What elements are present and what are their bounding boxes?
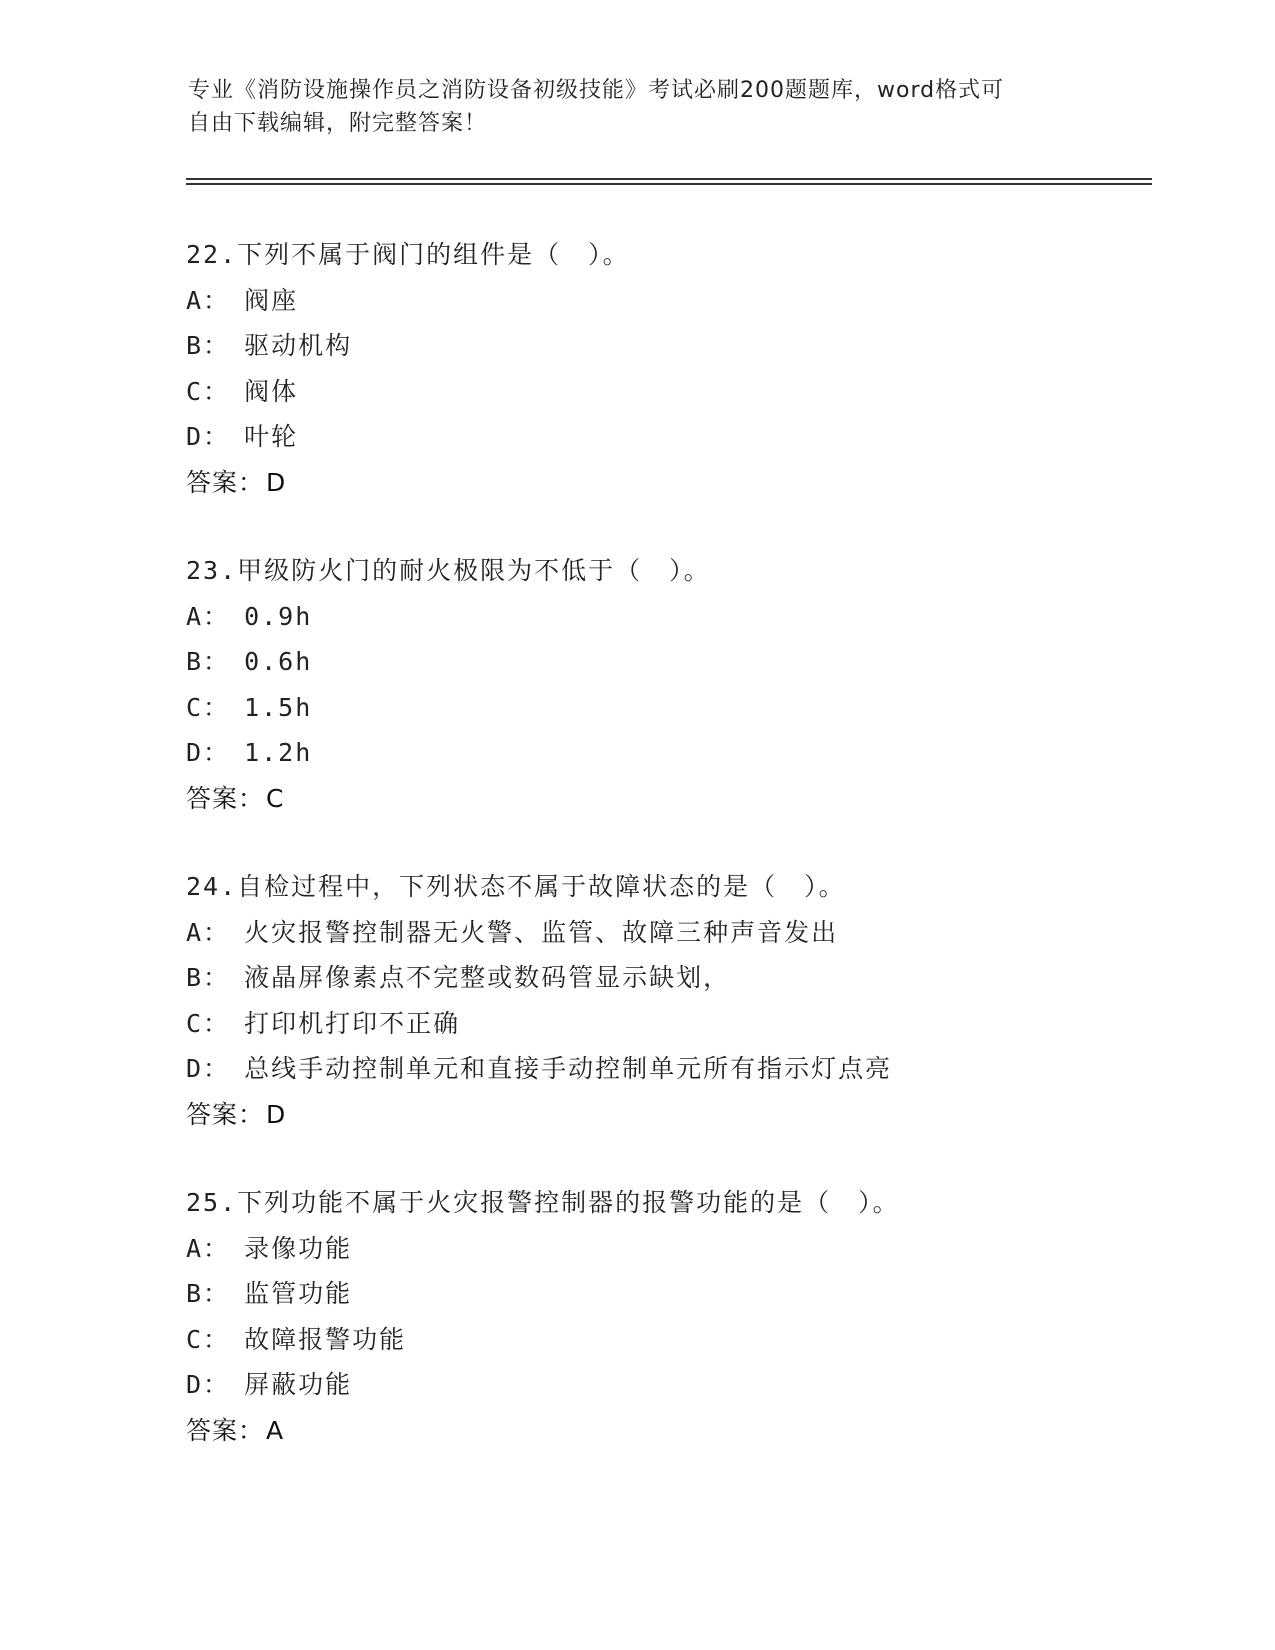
- option-key: D：: [186, 422, 231, 451]
- option-text: 录像功能: [244, 1233, 353, 1263]
- header-divider-top: [186, 178, 1152, 180]
- answer-line: [186, 776, 1166, 822]
- option-key: B：: [186, 331, 231, 360]
- option-c: [186, 1317, 1166, 1363]
- answer-value: A: [266, 1415, 285, 1445]
- option-text: 故障报警功能: [244, 1324, 407, 1354]
- question-25: [186, 1180, 1166, 1453]
- option-a: [186, 278, 1166, 324]
- question-24: [186, 864, 1166, 1137]
- document-header: [188, 74, 1088, 140]
- question-22: [186, 232, 1166, 505]
- option-a: [186, 1226, 1166, 1272]
- option-text: 火灾报警控制器无火警、监管、故障三种声音发出: [244, 917, 839, 947]
- option-text: 监管功能: [244, 1279, 353, 1308]
- question-stem: 23.甲级防火门的耐火极限为不低于（ ）。: [186, 556, 711, 585]
- answer-label: 答案：: [186, 783, 265, 813]
- option-text: 1.5h: [244, 692, 313, 722]
- option-text: 驱动机构: [244, 331, 353, 360]
- question-23: [186, 548, 1166, 821]
- answer-label: 答案：: [186, 467, 265, 497]
- answer-value: D: [266, 1099, 287, 1129]
- option-key: B：: [186, 647, 231, 676]
- option-b: [186, 323, 1166, 369]
- option-d: [186, 1046, 1166, 1092]
- answer-label: 答案：: [186, 1415, 265, 1445]
- option-c: [186, 369, 1166, 415]
- option-key: D：: [186, 738, 231, 767]
- option-key: A：: [186, 285, 231, 315]
- header-line-1: 专业《消防设施操作员之消防设备初级技能》考试必刷200题题库，word格式可: [188, 78, 1005, 103]
- option-text: 0.6h: [244, 647, 313, 676]
- option-a: [186, 910, 1166, 956]
- option-key: C：: [186, 1324, 231, 1354]
- question-stem: 24.自检过程中，下列状态不属于故障状态的是（ ）。: [186, 872, 846, 901]
- option-text: 屏蔽功能: [244, 1370, 353, 1399]
- option-key: B：: [186, 1279, 231, 1308]
- answer-label: 答案：: [186, 1099, 265, 1129]
- option-text: 总线手动控制单元和直接手动控制单元所有指示灯点亮: [244, 1054, 893, 1083]
- option-text: 1.2h: [244, 738, 313, 767]
- option-b: [186, 1271, 1166, 1317]
- option-text: 0.9h: [244, 601, 313, 631]
- option-c: [186, 685, 1166, 731]
- option-d: [186, 730, 1166, 776]
- option-key: C：: [186, 692, 231, 722]
- option-b: [186, 639, 1166, 685]
- option-text: 叶轮: [244, 422, 299, 451]
- answer-value: D: [266, 467, 287, 497]
- option-d: [186, 414, 1166, 460]
- option-key: D：: [186, 1370, 231, 1399]
- option-c: [186, 1001, 1166, 1047]
- option-text: 阀座: [244, 285, 299, 315]
- option-text: 液晶屏像素点不完整或数码管显示缺划，: [244, 963, 731, 992]
- option-key: A：: [186, 1233, 231, 1263]
- option-text: 打印机打印不正确: [244, 1008, 461, 1038]
- answer-line: [186, 1092, 1166, 1138]
- answer-line: [186, 1408, 1166, 1454]
- option-b: [186, 955, 1166, 1001]
- option-key: D：: [186, 1054, 231, 1083]
- question-stem: 25.下列功能不属于火灾报警控制器的报警功能的是（ ）。: [186, 1188, 900, 1217]
- option-key: C：: [186, 376, 231, 406]
- option-key: A：: [186, 917, 231, 947]
- question-stem: 22.下列不属于阀门的组件是（ ）。: [186, 240, 630, 269]
- header-divider-bottom: [186, 183, 1152, 185]
- option-text: 阀体: [244, 376, 299, 406]
- header-line-2: 自由下载编辑，附完整答案！: [188, 111, 488, 136]
- option-key: A：: [186, 601, 231, 631]
- answer-line: [186, 460, 1166, 506]
- answer-value: C: [266, 783, 285, 813]
- option-key: B：: [186, 963, 231, 992]
- option-key: C：: [186, 1008, 231, 1038]
- option-a: [186, 594, 1166, 640]
- option-d: [186, 1362, 1166, 1408]
